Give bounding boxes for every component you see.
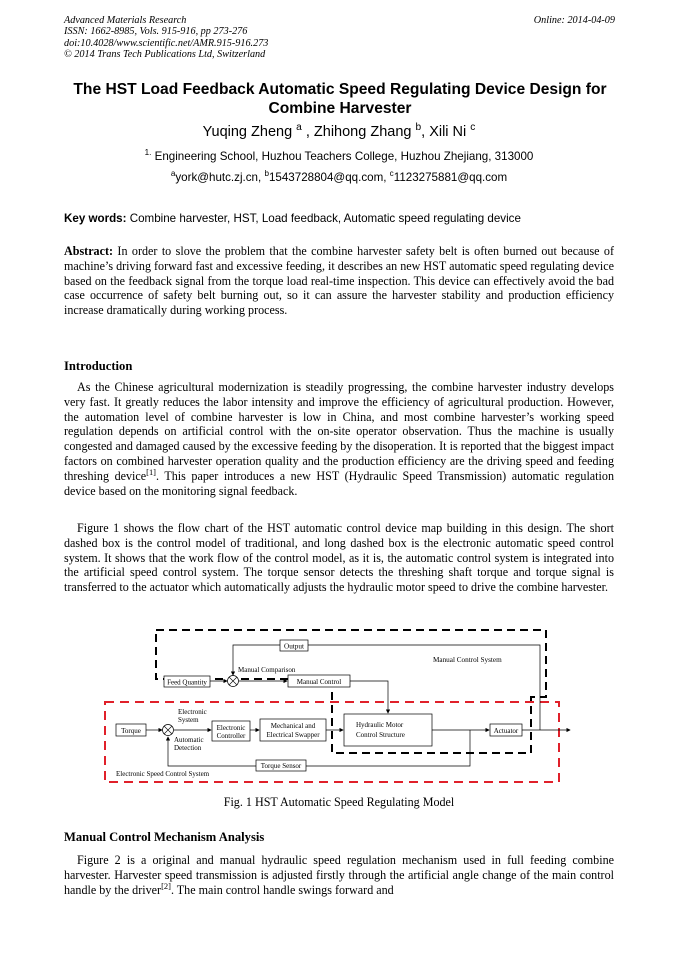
manual-section-heading: Manual Control Mechanism Analysis [64,830,265,844]
abstract [64,244,614,318]
manual-comparison-label: Manual Comparison [238,666,296,674]
email-marker: b [264,169,269,179]
electronic-controller-label-2: Controller [216,732,246,740]
email-link[interactable]: york@hutc.zj.cn, [175,171,265,184]
online-date: Online: 2014-04-09 [533,15,615,26]
title-line-1: The HST Load Feedback Automatic Speed Regulating Device Design for [73,81,607,98]
author-separator: , [301,124,314,140]
author-name: Yuqing Zheng [202,124,293,140]
email-marker: a [170,169,176,179]
figure-caption: Fig. 1 HST Automatic Speed Regulating Model [223,795,455,809]
paragraph-text: . The main control handle swings forward and [170,882,394,897]
hydraulic-motor-label-2: Control Structure [356,731,405,739]
actuator-label: Actuator [493,727,519,735]
affiliation-marker: 1. [144,148,152,158]
introduction-paragraph-1 [64,380,614,498]
email-link[interactable]: 1543728804@qq.com, [268,171,390,184]
citation[interactable]: [1] [146,466,156,477]
keywords-text: Combine harvester, HST, Load feedback, Automatic speed regulating device [126,212,521,225]
torque-sensor-label: Torque Sensor [260,762,302,770]
hydraulic-motor-label-1: Hydraulic Motor [356,721,404,729]
author-marker: a [296,122,302,134]
email-link[interactable]: 1123275881@qq.com [393,171,508,184]
author-marker: c [470,122,476,134]
author-name: Zhihong Zhang [313,124,412,140]
torque-label: Torque [121,727,141,735]
paragraph-text: Figure 2 is a original and manual hydraulic speed regulation mechanism used in full feeding combine harvester. Harvester speed transmission is adjusted firstly through the artificial angle change of the main control handle by the driver [64,853,614,897]
author-name: Xili Ni [429,124,467,140]
abstract-label: Abstract: [64,244,114,258]
author-list [0,124,678,140]
journal-name: Advanced Materials Research [64,15,187,26]
electronic-controller-label-1: Electronic [216,724,246,732]
mechanical-swapper-label-1: Mechanical and [270,722,316,730]
keywords-label: Key words: [64,212,127,225]
title-line-2: Combine Harvester [268,100,412,117]
affiliation [0,150,678,163]
paragraph-text: . This paper introduces a new HST (Hydraulic Speed Transmission) automatic regulation device based on the monitoring signal feedback. [64,468,614,498]
citation[interactable]: [2] [161,880,171,891]
connector-arrow [350,681,388,713]
paper-title [40,80,640,118]
electronic-system-label-1: Electronic [178,708,207,716]
copyright-line: © 2014 Trans Tech Publications Ltd, Switzerland [64,49,266,61]
electronic-system-label-2: System [178,716,199,724]
electronic-speed-control-label: Electronic Speed Control System [116,770,210,778]
figure-1-diagram [100,626,580,786]
author-separator: , [421,124,430,140]
email-marker: c [389,169,394,179]
manual-control-label: Manual Control [296,678,342,686]
paragraph-text: As the Chinese agricultural modernization is steadily progressing, the combine harvester industry develops very fast. It greatly reduces the labor intensity and improve the efficiency of agricultural production. However, the automation level of combine harvester is low in China, and most combine harvester’s working speed regulation depends on artificial control with the on-site operator observation. Thus the machine is usually congested and damaged caused by the excessive feeding by the disoperation. It is reported that the biggest impact factors on combined harvester operation quality and the production efficiency are the driving speed and feeding threshing device [64,380,614,483]
affiliation-text: Engineering School, Huzhou Teachers College, Huzhou Zhejiang, 313000 [151,150,534,163]
feed-quantity-label: Feed Quantity [167,678,207,687]
introduction-paragraph-2: Figure 1 shows the flow chart of the HST automatic control device map building in this design. The short dashed box is the control model of traditional, and long dashed box is the electronic automatic speed control system. It shows that the work flow of the control model, as it is, the automatic control system is integrated into the artificial speed control system. The torque sensor detects the threshing shaft torque and torque signal is transferred to the actuator which automatically adjusts the hydraulic motor speed to drive the combine harvester. [64,521,614,595]
automatic-detection-label-2: Detection [174,744,202,752]
introduction-heading: Introduction [64,359,133,373]
doi-line: doi:10.4028/www.scientific.net/AMR.915-916.273 [64,37,269,49]
hydraulic-motor-block [344,714,432,746]
manual-section-paragraph [64,853,614,897]
automatic-detection-label-1: Automatic [174,736,204,744]
keywords [64,212,624,225]
output-label: Output [284,642,304,651]
abstract-text: In order to slove the problem that the combine harvester safety belt is often burned out because of machine’s driving forward fast and excessive feeding, it describes an new HST automatic speed regulating device based on the feedback signal from the torque load real-time inspection. This device can effectively avoid the bad case occurrence of safety belt burning out, so it can assure the harvester stability and production efficiency increase dramatically during working process. [64,244,614,318]
author-marker: b [415,122,422,134]
manual-control-system-label: Manual Control System [433,656,502,664]
issn-line: ISSN: 1662-8985, Vols. 915-916, pp 273-276 [64,26,248,38]
mechanical-swapper-label-2: Electrical Swapper [266,731,320,739]
author-emails [0,171,678,184]
journal-metadata [64,15,268,61]
